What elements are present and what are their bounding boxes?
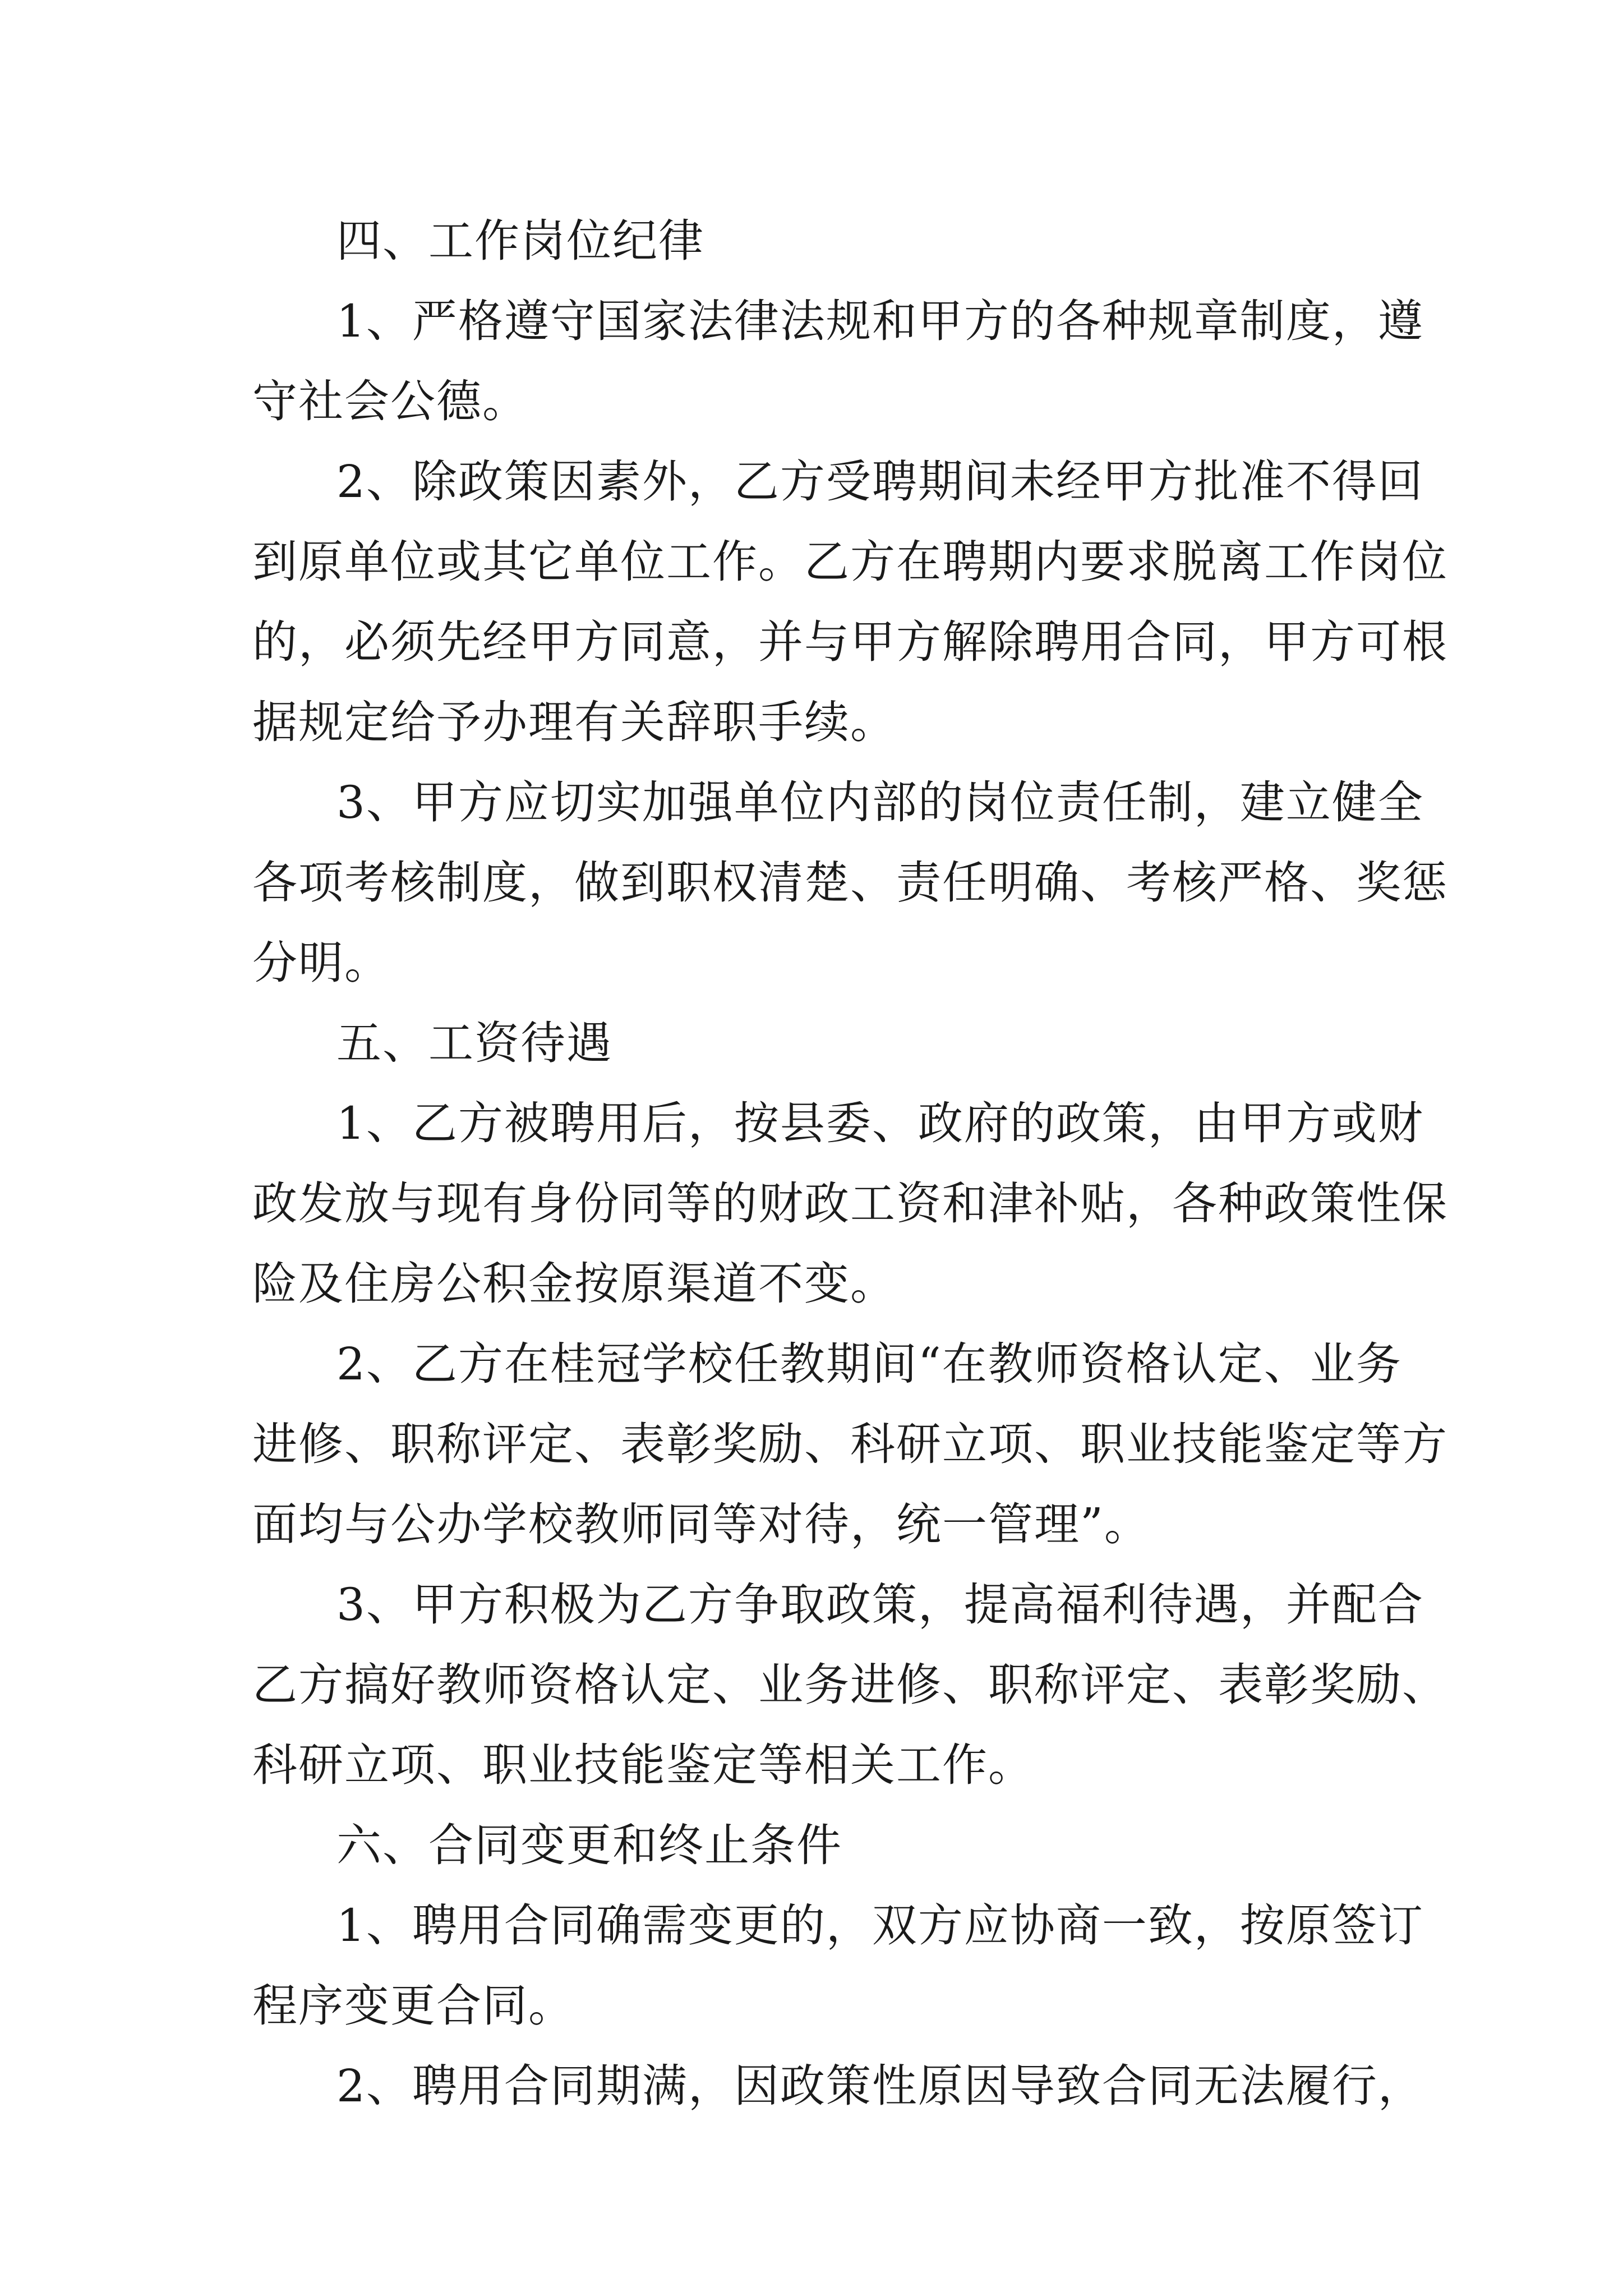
paragraph-line: 程序变更合同。 xyxy=(252,1980,574,2032)
paragraph-line: 2、乙方在桂冠学校任教期间“在教师资格认定、业务 xyxy=(336,1338,1402,1390)
paragraph-line: 进修、职称评定、表彰奖励、科研立项、职业技能鉴定等方 xyxy=(252,1418,1448,1470)
paragraph-line: 2、聘用合同期满，因政策性原因导致合同无法履行， xyxy=(336,2060,1424,2112)
paragraph-line: 守社会公德。 xyxy=(252,375,528,427)
paragraph-line: 各项考核制度，做到职权清楚、责任明确、考核严格、奖惩 xyxy=(252,857,1448,909)
paragraph-line: 1、严格遵守国家法律法规和甲方的各种规章制度，遵 xyxy=(336,295,1424,347)
section-heading-4: 四、工作岗位纪律 xyxy=(336,215,704,267)
paragraph-line: 面均与公办学校教师同等对待，统一管理”。 xyxy=(252,1498,1150,1550)
paragraph-line: 的，必须先经甲方同意，并与甲方解除聘用合同，甲方可根 xyxy=(252,616,1448,668)
paragraph-line: 险及住房公积金按原渠道不变。 xyxy=(252,1258,896,1310)
paragraph-line: 1、聘用合同确需变更的，双方应协商一致，按原签订 xyxy=(336,1899,1424,1952)
paragraph-line: 3、甲方应切实加强单位内部的岗位责任制，建立健全 xyxy=(336,776,1424,829)
paragraph-line: 1、乙方被聘用后，按县委、政府的政策，由甲方或财 xyxy=(336,1097,1424,1149)
paragraph-line: 政发放与现有身份同等的财政工资和津补贴，各种政策性保 xyxy=(252,1177,1448,1230)
paragraph-line: 科研立项、职业技能鉴定等相关工作。 xyxy=(252,1739,1034,1791)
paragraph-line: 据规定给予办理有关辞职手续。 xyxy=(252,696,896,748)
paragraph-line: 2、除政策因素外，乙方受聘期间未经甲方批准不得回 xyxy=(336,455,1424,508)
section-heading-5: 五、工资待遇 xyxy=(336,1017,612,1069)
section-heading-6: 六、合同变更和终止条件 xyxy=(336,1819,842,1871)
paragraph-line: 分明。 xyxy=(252,937,390,989)
paragraph-line: 3、甲方积极为乙方争取政策，提高福利待遇，并配合 xyxy=(336,1579,1424,1631)
paragraph-line: 乙方搞好教师资格认定、业务进修、职称评定、表彰奖励、 xyxy=(252,1659,1448,1711)
paragraph-line: 到原单位或其它单位工作。乙方在聘期内要求脱离工作岗位 xyxy=(252,536,1448,588)
